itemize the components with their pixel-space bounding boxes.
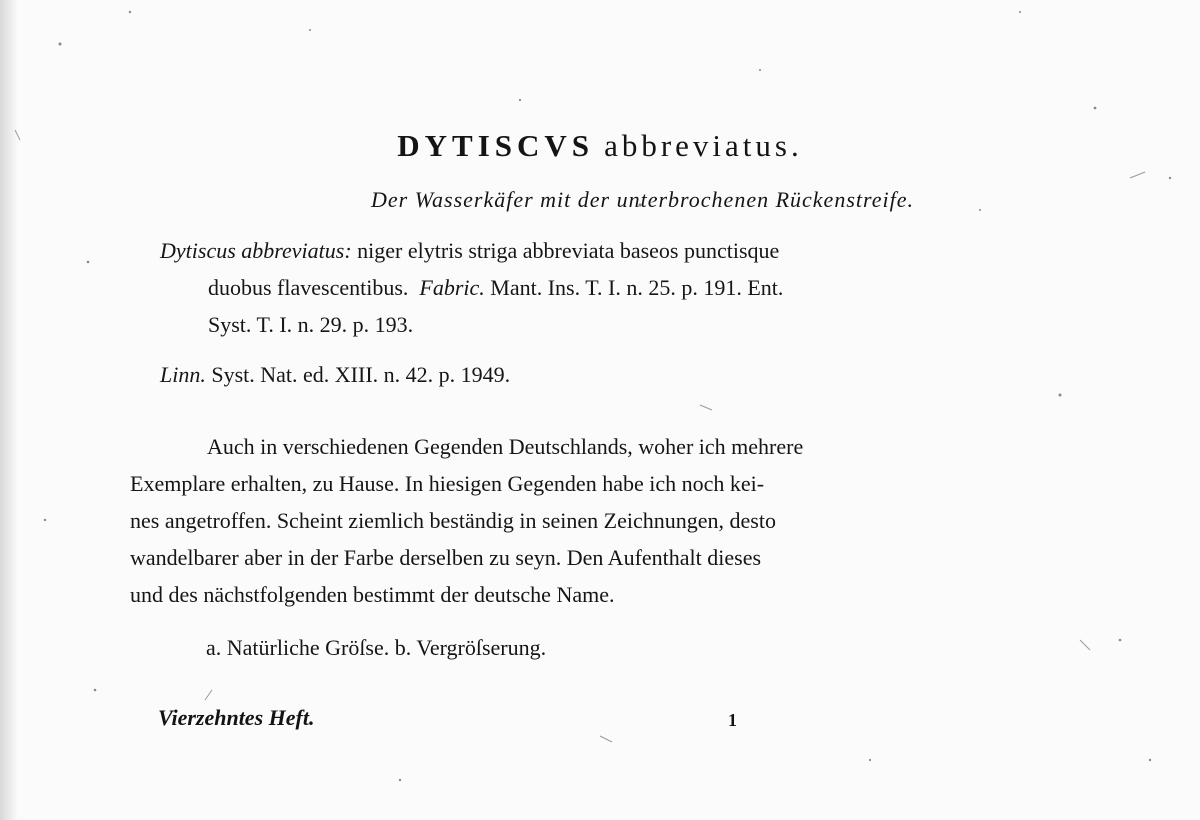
synonym-line-3: Syst. T. I. n. 29. p. 193. [208, 312, 414, 337]
fabricius-reference: Fabric. [419, 275, 485, 300]
description-line: Auch in verschiedenen Gegenden Deutschlands, woher ich mehrere [207, 434, 804, 459]
figure-caption: a. Natürliche Gröſse. b. Vergröſserung. [206, 635, 547, 660]
german-common-name: Der Wasserkäfer mit der unterbrochenen Rückenstreife. [371, 187, 914, 212]
description-line: Exemplare erhalten, zu Hause. In hiesigen Gegenden habe ich noch kei- [130, 471, 765, 496]
genus-name: DYTISCVS [397, 128, 595, 163]
synonym-description: niger elytris striga abbreviata baseos punctisque [357, 238, 780, 263]
linnaeus-author: Linn. [160, 362, 206, 387]
linnaeus-citation: Syst. Nat. ed. XIII. n. 42. p. 1949. [211, 362, 511, 387]
fabricius-citation: Mant. Ins. T. I. n. 25. p. 191. Ent. [490, 275, 784, 300]
volume-signature: Vierzehntes Heft. [158, 705, 315, 730]
page-title [0, 128, 1200, 164]
synonym-name: Dytiscus abbreviatus: [160, 238, 352, 263]
species-name: abbreviatus. [604, 128, 803, 163]
description-line: nes angetroffen. Scheint ziemlich beständig in seinen Zeichnungen, desto [130, 508, 776, 533]
synonym-block [160, 232, 1160, 343]
description-line: und des nächstfolgenden bestimmt der deutsche Name. [130, 582, 615, 607]
synonym-description-cont: duobus flavescentibus. [208, 275, 409, 300]
description-paragraph [130, 428, 1160, 613]
description-line: wandelbarer aber in der Farbe derselben zu seyn. Den Aufenthalt dieses [130, 545, 762, 570]
synonym-line-1 [160, 232, 1160, 269]
linnaeus-reference [160, 362, 510, 388]
sheet-signature: 1 [728, 710, 737, 730]
synonym-line-2 [160, 269, 1160, 306]
